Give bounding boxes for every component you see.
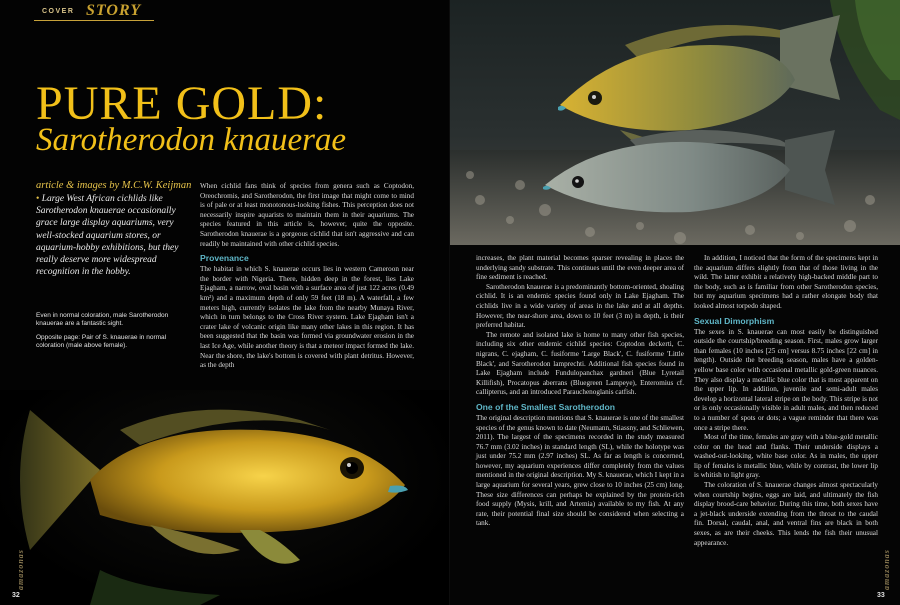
article-title: PURE GOLD: bbox=[36, 77, 328, 130]
fish-illustration bbox=[0, 390, 450, 605]
story-label: STORY bbox=[86, 2, 142, 19]
magazine-tag: amazonas bbox=[16, 549, 25, 590]
bullet-icon: • bbox=[36, 194, 42, 204]
column-1 bbox=[200, 182, 414, 371]
column-2 bbox=[476, 254, 684, 529]
paragraph: The coloration of S. knauerae changes almost spectacularly when courtship begins, eggs are laid, and ultimately the fish display brood-care behavior. During this time, both sexes have a jet-black underside extending from the throat to the caudal fin. Dorsal, caudal, anal, and ventral fins are black in both sexes, as are their cheeks. This lends the fish their unusual appearance. bbox=[694, 481, 878, 547]
paragraph: The remote and isolated lake is home to many other fish species, including six other endemic cichlid species: Coptodon deckerti, C. nigrans, C. ejagham, C. fusiforme 'Large Black', C. fusiforme 'Little Black', and Sarotherodon lamprechti. Additional fish species found in Lake Ejagham include Fundulopanchax gardneri (Blue Lyretail Killifish), Procatopus aberrans (Bluegreen Lampeye), Enteromius cf. callipterus, and an introduced Parauchenoglanis catfish. bbox=[476, 330, 684, 397]
paragraph: Most of the time, females are gray with a blue-gold metallic color on the head and flanks. Their underside displays a washed-out-looking, white base color. As in males, the upper lip of females is metallic blue, while by contrast, the lower lip is whitish to light gray. bbox=[694, 433, 878, 480]
intro-text: • Large West African cichlids like Sarotherodon knauerae occasionally grace large display aquariums, very well-stocked aquarium stores, or aquarium-hobby exhibitions, but they really deserve more widespread recognition in the hobby. bbox=[36, 194, 179, 278]
photo-caption-opposite: Opposite page: Pair of S. knauerae in normal coloration (male above female). bbox=[36, 334, 167, 350]
paragraph: When cichlid fans think of species from genera such as Coptodon, Oreochromis, and Sarotherodon, the first image that might come to mind is of pale or at least monotonous-looking fishes. This perception does not necessarily inspire aquarists to maintain them in their aquariums. The species featured in this article is, however, quite the opposite. Sarotherodon knauerae is a gorgeous cichlid that isn't aggressive and can readily be maintained with other cichlid species. bbox=[200, 182, 414, 248]
article-subtitle: Sarotherodon knauerae bbox=[36, 122, 347, 158]
paragraph: Sarotherodon knauerae is a predominantly bottom-oriented, shoaling cichlid. It is an endemic species found only in Lake Ejagham. The cichlids live in a wide variety of areas in the lake and at all depths. However, the near-shore area, down to 10 feet (3 m) in depth, is their preferred habitat. bbox=[476, 282, 684, 330]
paragraph: The sexes in S. knauerae can most easily be distinguished outside the courtship/breeding season. First, males grow larger than females (10 inches [25 cm] versus 8.75 inches [22 cm] in length). Outside the breeding season, males have a golden-yellow base color with occasional metallic gold-green nuances. They also display a metallic blue color that is most apparent on the upper lip. In addition, juvenile and semi-adult males develop a horizontal lateral stripe on the body. This stripe is not or is only occasionally visible in adult males, and then reduced to a number of spots or dots; a vague reminder that there was once a stripe there. bbox=[694, 327, 878, 432]
section-header bbox=[34, 2, 154, 22]
header-rule bbox=[34, 20, 154, 21]
fish-pair-illustration bbox=[450, 0, 900, 245]
paragraph: The original description mentions that S. knauerae is one of the smallest species of the genus known to date (Neumann, Stiassny, and Schliewen, 2011). The largest of the specimens recorded in the study measured 76.7 mm (3.02 inches) in standard length (SL), while the holotype was just under 75.2 mm (2.97 inches) SL. As far as length is concerned, however, my aquarium experiences differ completely from the values mentioned in the original description. My S. knauerae, which I kept in a large aquarium for several years, grew close to 10 inches (25 cm) long. These size differences can perhaps be explained by the protein-rich food supply (Mysis, krill, and Artemia) available to my fish. At any rate, their potential final size should be considered when selecting a tank. bbox=[476, 413, 684, 528]
paragraph: In addition, I noticed that the form of the specimens kept in the aquarium differs slightly from that of those living in the wild. The latter exhibit a relatively high-backed middle part to the body, such as is familiar from other Sarotherodon species, but my aquarium specimens had a rather elongate body that looked almost torpedo shaped. bbox=[694, 254, 878, 310]
right-page bbox=[450, 0, 900, 605]
male-fish-photo bbox=[0, 390, 450, 605]
page-number-left: 32 bbox=[12, 592, 20, 599]
photo-caption: Even in normal coloration, male Sarotherodon knauerae are a fantastic sight. bbox=[36, 312, 169, 328]
magazine-tag-right: amazonas bbox=[882, 549, 891, 590]
paragraph: The habitat in which S. knauerae occurs lies in western Cameroon near the border with Nigeria. There, hidden deep in the forest, lies Lake Ejagham, a narrow, oval basin with a surface area of just 122 acres (0.49 km²) and a maximum depth of only 59 feet (18 m). A waterfall, a few meters high, currently isolates the lake from the nearby Munaya River, which in turn belongs to the Cross River system. Lake Ejagham isn't a crater lake of volcanic origin like many other lakes in this region. It has been suggested that the basin was formed via groundwater erosion in the last Ice Age, while another theory is that a meteor impact formed the lake. Near the shore, the lake's bottom is covered with plant detritus. However, as the depth bbox=[200, 265, 414, 370]
pair-fish-photo bbox=[450, 0, 900, 245]
byline: article & images by M.C.W. Keijman bbox=[36, 180, 192, 191]
page-number-right: 33 bbox=[877, 592, 885, 599]
section-heading-smallest: One of the Smallest Sarotherodon bbox=[476, 401, 615, 412]
paragraph: increases, the plant material becomes sparser revealing in places the underlying sandy substrate. This continues until the even deeper area of fine sediment is reached. bbox=[476, 254, 684, 282]
cover-label: COVER bbox=[42, 8, 75, 15]
column-3 bbox=[694, 254, 878, 548]
section-heading-provenance: Provenance bbox=[200, 253, 249, 264]
section-heading-dimorphism: Sexual Dimorphism bbox=[694, 315, 775, 326]
